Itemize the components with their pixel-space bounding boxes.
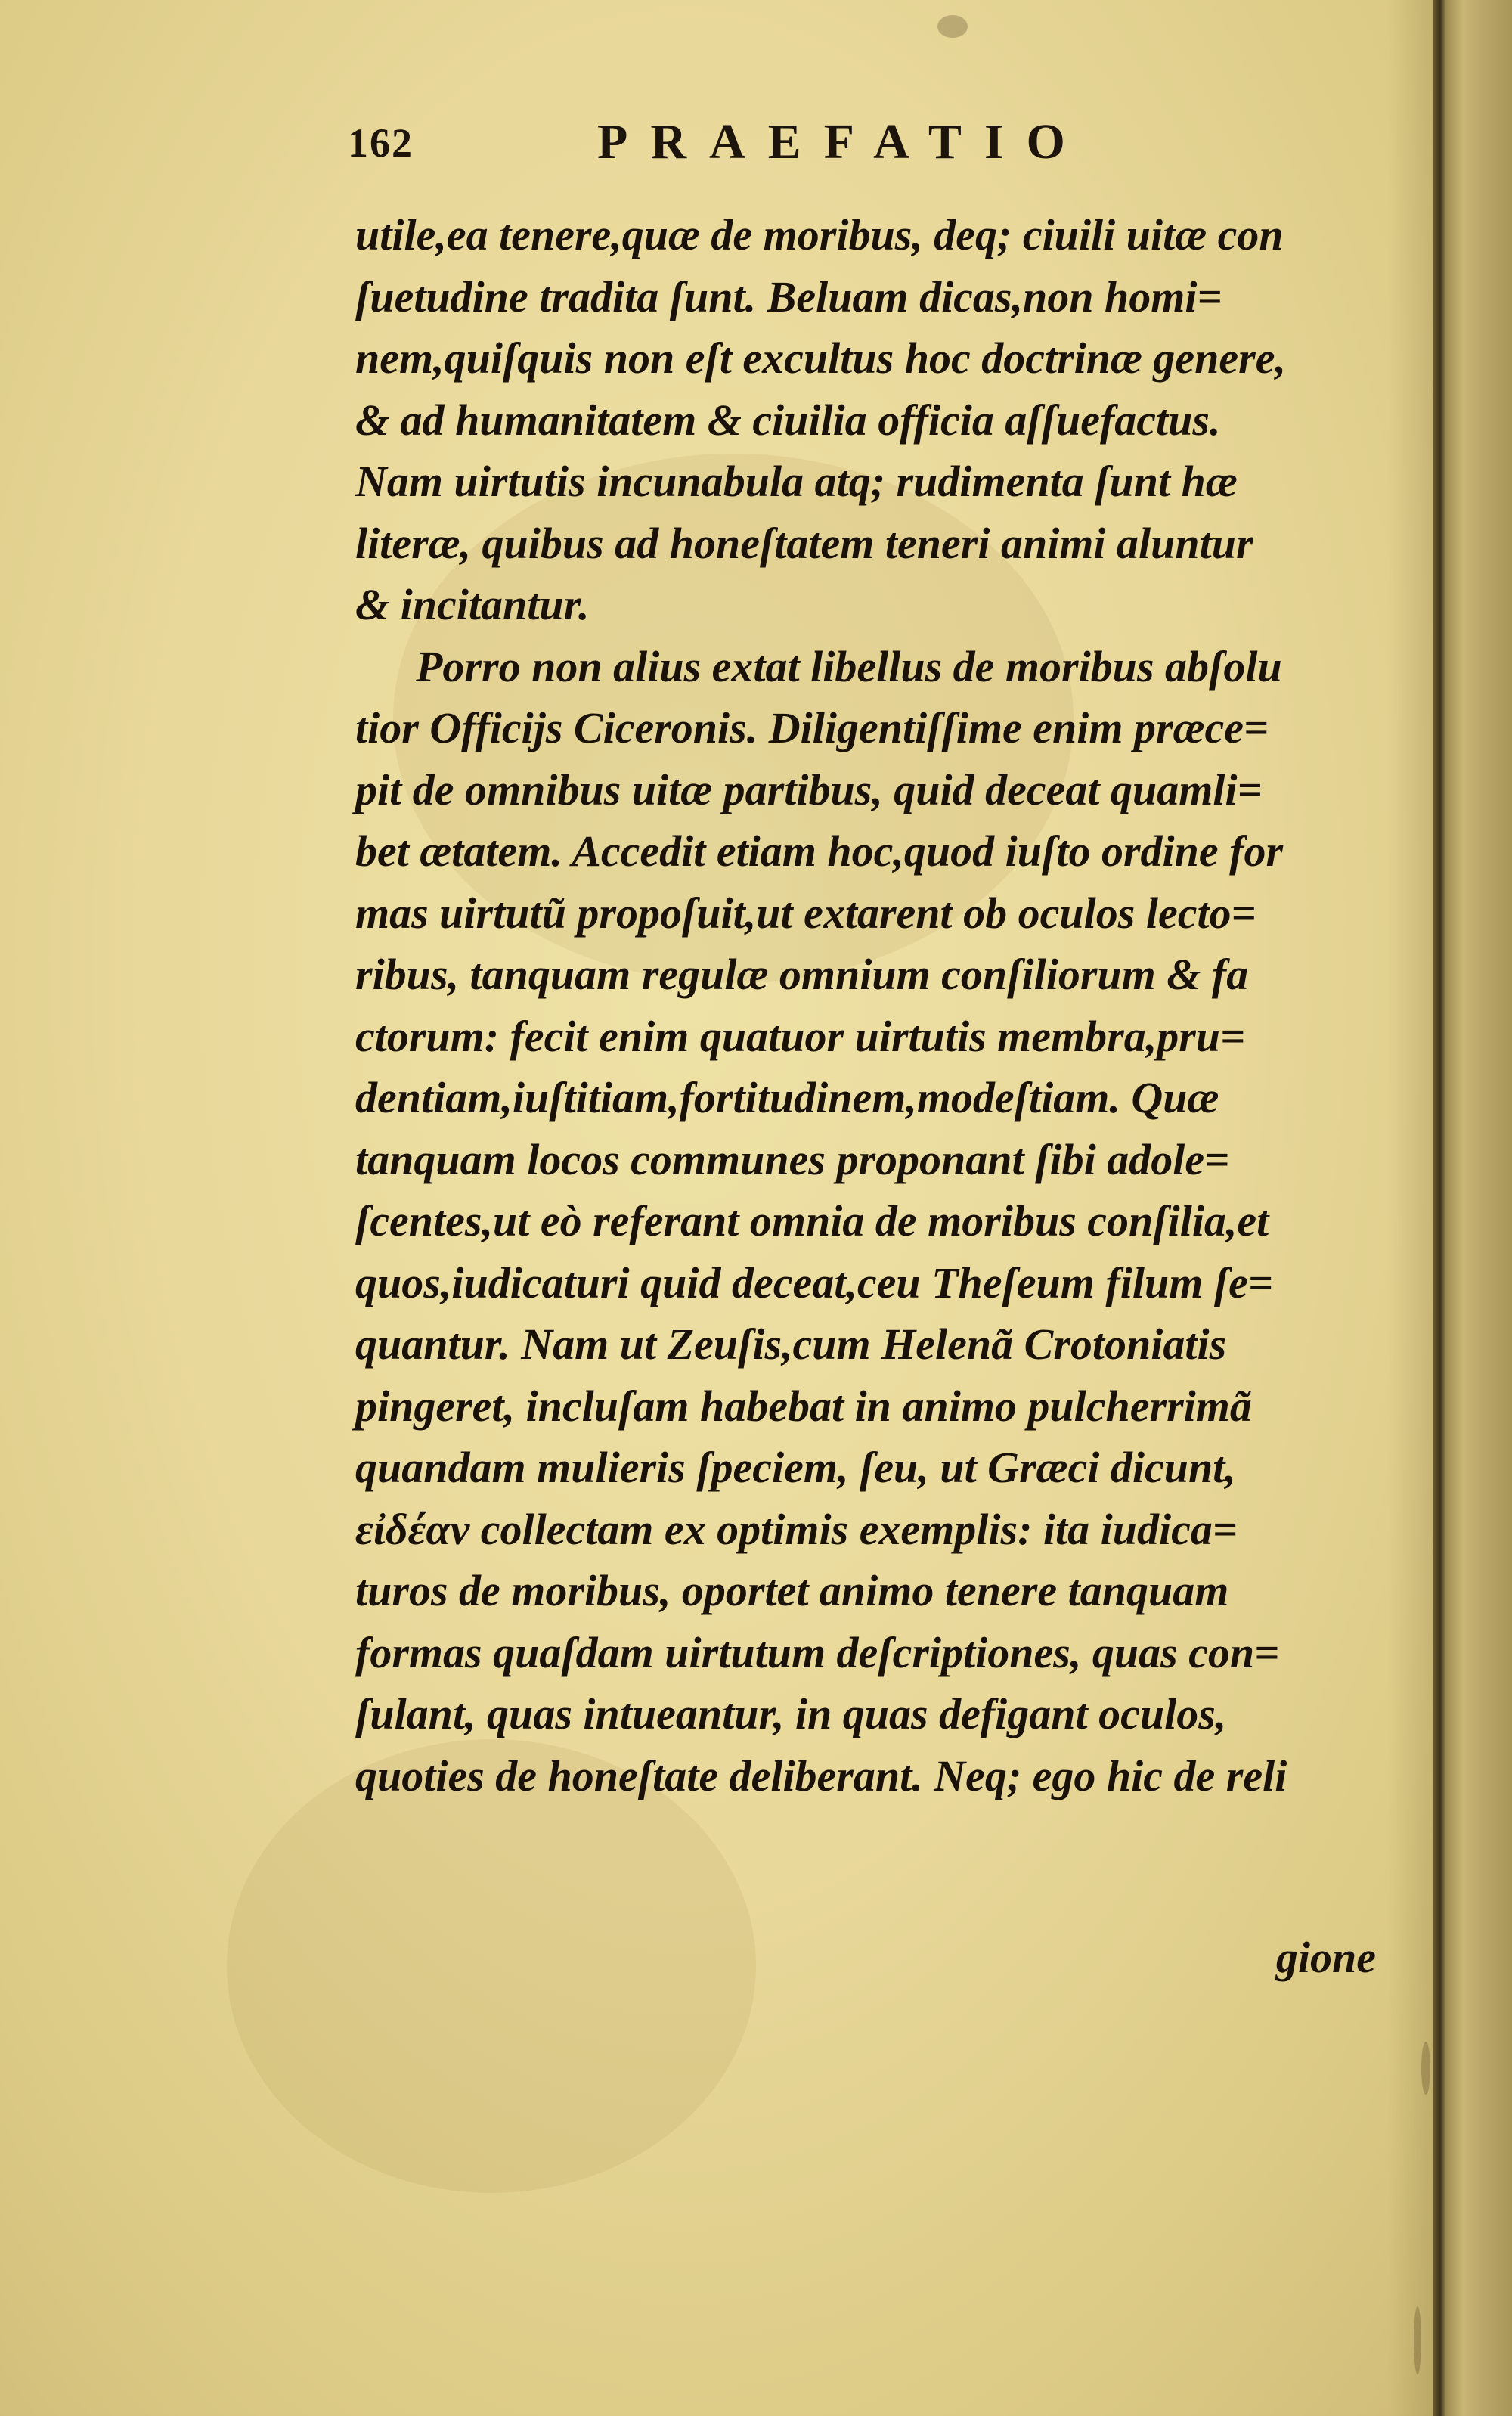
text-line: ſuetudine tradita ſunt. Beluam dicas,non homi= bbox=[355, 271, 1222, 321]
text-line: ribus, tanquam regulæ omnium conſiliorum & fa bbox=[355, 950, 1249, 999]
text-line: dentiam,iuſtitiam,fortitudinem,modeſtiam. Quæ bbox=[355, 1073, 1219, 1122]
text-line: utile,ea tenere,quæ de moribus, deq; ciuili uitæ con bbox=[355, 210, 1284, 259]
body-text bbox=[355, 204, 1383, 1807]
text-line: literæ, quibus ad honeſtatem teneri animi aluntur bbox=[355, 518, 1253, 568]
text-line: tanquam locos communes proponant ſibi adole= bbox=[355, 1134, 1230, 1184]
text-line: ſcentes,ut eò referant omnia de moribus conſilia,et bbox=[355, 1196, 1269, 1245]
text-line: ſulant, quas intueantur, in quas defigant oculos, bbox=[355, 1689, 1227, 1738]
text-line: ctorum: fecit enim quatuor uirtutis membra,pru= bbox=[355, 1011, 1246, 1061]
gutter-shadow bbox=[1387, 0, 1433, 2416]
text-line: & incitantur. bbox=[355, 580, 590, 629]
book-gutter bbox=[1433, 0, 1512, 2416]
ink-smudge bbox=[937, 15, 968, 38]
text-line: quandam mulieris ſpeciem, ſeu, ut Græci dicunt, bbox=[355, 1443, 1236, 1492]
paper-stain bbox=[227, 1739, 756, 2193]
text-line: quos,iudicaturi quid deceat,ceu Theſeum filum ſe= bbox=[355, 1258, 1273, 1307]
catchword: gione bbox=[1275, 1933, 1376, 1982]
text-line: mas uirtutũ propoſuit,ut extarent ob oculos lecto= bbox=[355, 888, 1256, 938]
text-line: turos de moribus, oportet animo tenere tanquam bbox=[355, 1566, 1229, 1615]
page-header bbox=[348, 106, 1421, 174]
text-line: nem,quiſquis non eſt excultus hoc doctrinæ genere, bbox=[355, 333, 1286, 383]
text-line: quoties de honeſtate deliberant. Neq; ego hic de reli bbox=[355, 1751, 1287, 1800]
running-head: PRAEFATIO bbox=[597, 114, 1088, 169]
page-number: 162 bbox=[348, 120, 414, 166]
text-line: Nam uirtutis incunabula atq; rudimenta ſunt hæ bbox=[355, 457, 1238, 506]
text-line: & ad humanitatem & ciuilia officia aſſuefactus. bbox=[355, 395, 1221, 445]
text-line: formas quaſdam uirtutum deſcriptiones, quas con= bbox=[355, 1627, 1280, 1677]
text-line: quantur. Nam ut Zeuſis,cum Helenã Crotoniatis bbox=[355, 1320, 1227, 1369]
text-line: bet ætatem. Accedit etiam hoc,quod iuſto ordine for bbox=[355, 827, 1284, 876]
text-line: εἰδέαν collectam ex optimis exemplis: ita iudica= bbox=[355, 1504, 1238, 1554]
text-line: pit de omnibus uitæ partibus, quid deceat quamli= bbox=[355, 764, 1263, 814]
text-line: pingeret, incluſam habebat in animo pulcherrimã bbox=[355, 1381, 1252, 1431]
text-line: tior Officijs Ciceronis. Diligentiſſime enim præce= bbox=[355, 703, 1269, 752]
paragraph-start-line: Porro non alius extat libellus de moribus abſolu bbox=[416, 641, 1282, 691]
